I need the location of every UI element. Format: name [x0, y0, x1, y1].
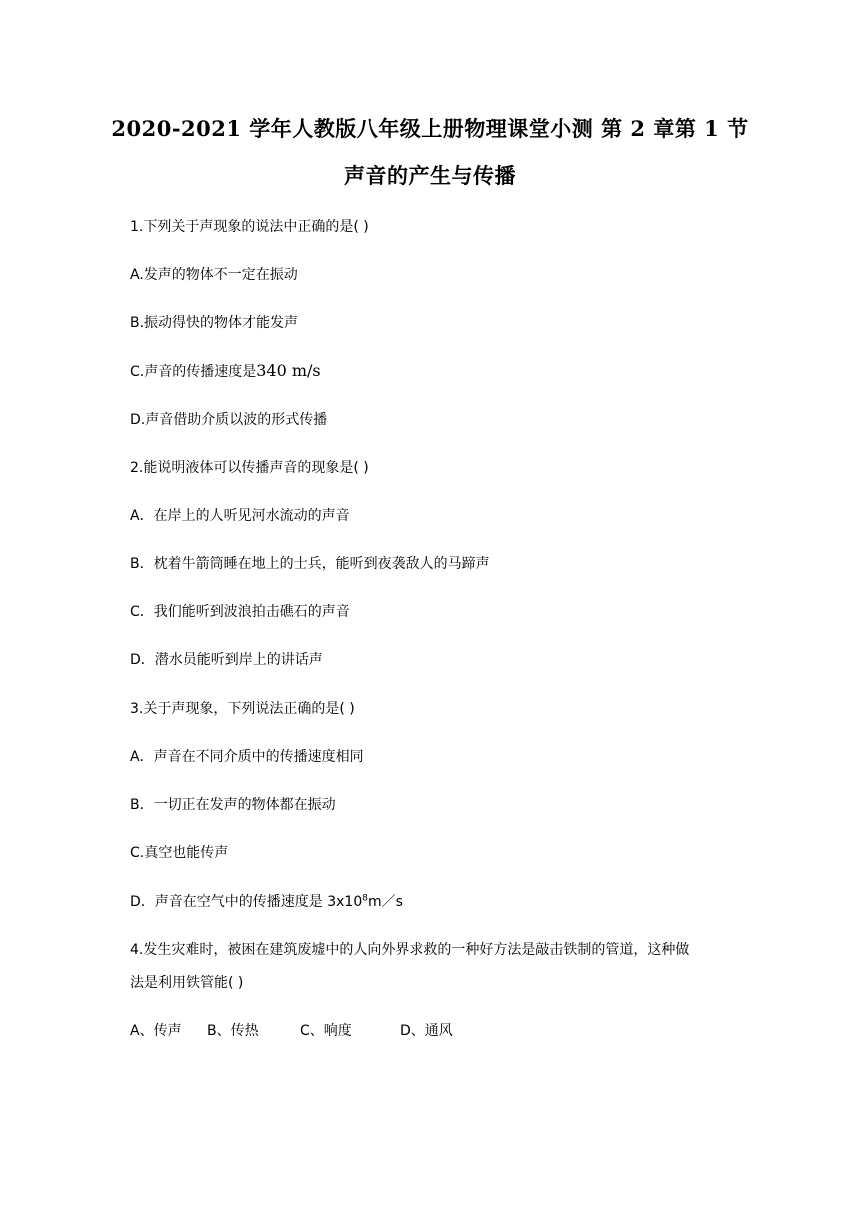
- question-3-stem: 3.关于声现象，下列说法正确的是( ): [130, 701, 355, 717]
- question-3-option-a: A．声音在不同介质中的传播速度相同: [130, 749, 364, 765]
- document-title-line1: 2020-2021 学年人教版八年级上册物理课堂小测 第 2 章第 1 节: [111, 116, 749, 141]
- question-4-option-a: A、传声: [130, 1023, 182, 1039]
- question-1-option-c-value: 340 m/s: [256, 361, 321, 380]
- question-4-option-c: C、响度: [300, 1023, 352, 1039]
- question-2-option-d: D．潜水员能听到岸上的讲话声: [130, 652, 323, 668]
- document-title-line2: 声音的产生与传播: [344, 163, 516, 188]
- question-2-option-c: C．我们能听到波浪拍击礁石的声音: [130, 604, 350, 620]
- question-4-stem-line2: 法是利用铁管能( ): [130, 975, 244, 991]
- question-4-options: [130, 1021, 453, 1041]
- question-1-option-b: B.振动得快的物体才能发声: [130, 315, 299, 331]
- question-3-option-d: [130, 892, 403, 912]
- question-1-option-a: A.发声的物体不一定在振动: [130, 267, 298, 283]
- question-2-stem: 2.能说明液体可以传播声音的现象是( ): [130, 460, 369, 476]
- question-4-option-b: B、传热: [207, 1023, 259, 1039]
- question-3-option-d-text: D．声音在空气中的传播速度是 3x10: [130, 894, 363, 910]
- question-1-option-c-text: C.声音的传播速度是: [130, 364, 257, 380]
- question-1-option-c: [130, 361, 321, 382]
- question-3-option-b: B．一切正在发声的物体都在振动: [130, 797, 336, 813]
- question-4-option-d: D、通风: [400, 1023, 453, 1039]
- question-2-option-b: B．枕着牛箭筒睡在地上的士兵，能听到夜袭敌人的马蹄声: [130, 556, 490, 572]
- question-4-stem-line1: 4.发生灾难时，被困在建筑废墟中的人向外界求救的一种好方法是敲击铁制的管道，这种做: [130, 942, 690, 958]
- question-2-option-a: A．在岸上的人听见河水流动的声音: [130, 508, 350, 524]
- question-1-stem: 1.下列关于声现象的说法中正确的是( ): [130, 219, 369, 235]
- question-3-option-c: C.真空也能传声: [130, 845, 229, 861]
- question-1-option-d: D.声音借助介质以波的形式传播: [130, 412, 328, 428]
- question-3-option-d-unit: m／s: [367, 894, 403, 910]
- question-3-option-d-exponent: 8: [362, 893, 368, 904]
